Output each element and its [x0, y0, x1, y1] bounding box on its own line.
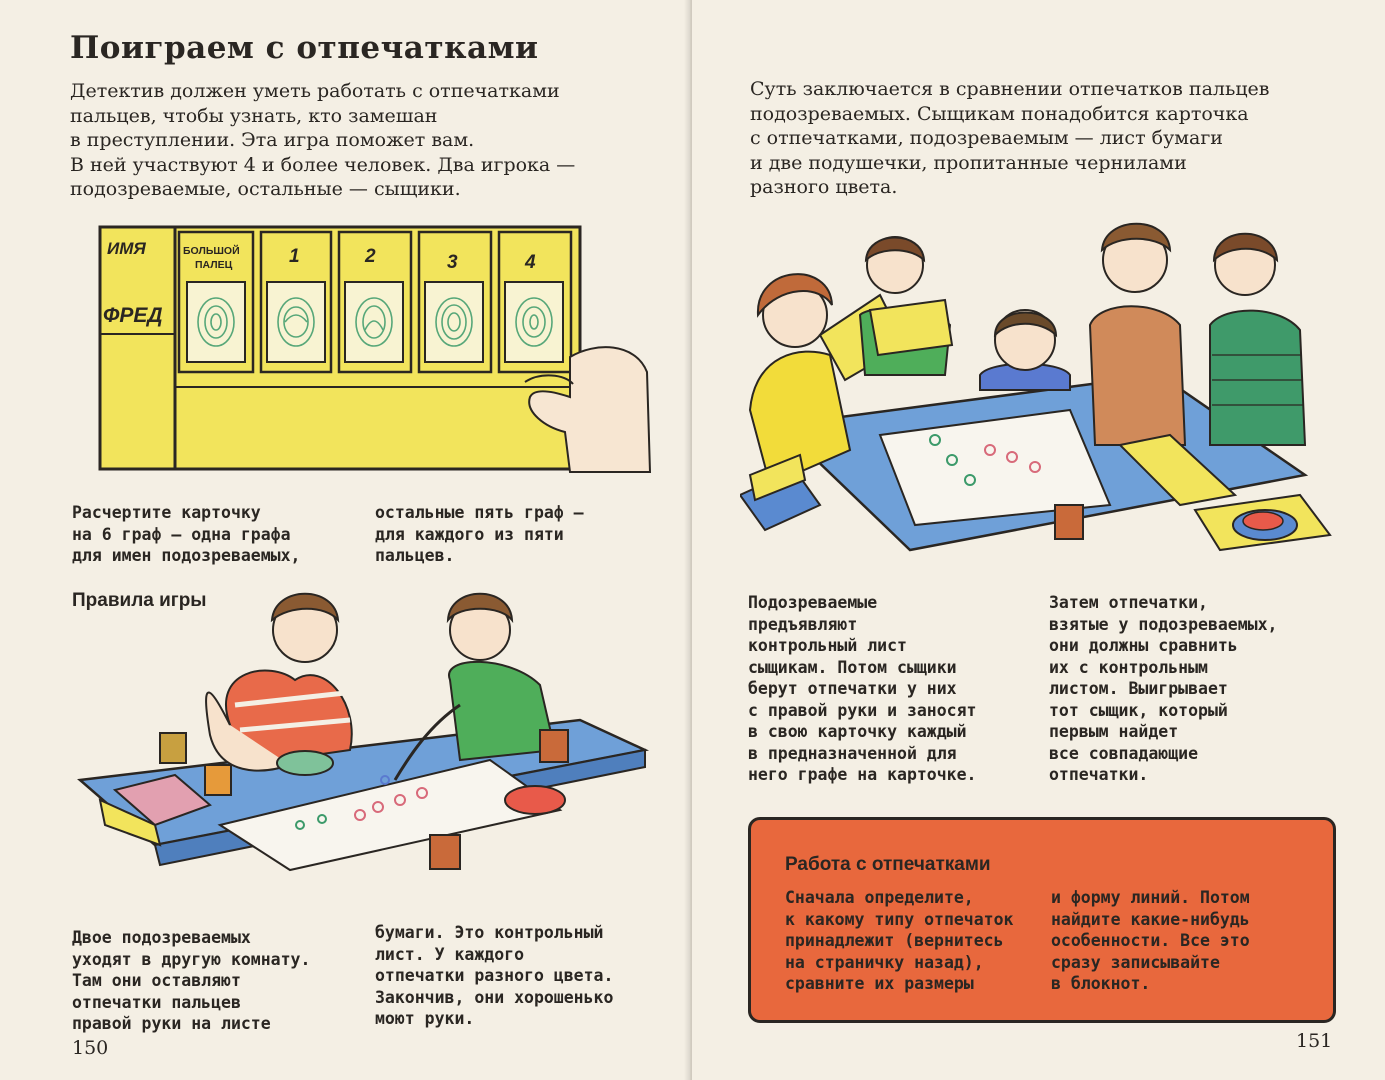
text-line: с правой руки и заносят [748, 700, 977, 720]
text-line: на страничку назад), [785, 952, 984, 972]
text-line: уходят в другую комнату. [72, 949, 311, 969]
caption-line: для имен подозреваемых, [72, 546, 301, 565]
mid-col2 [1049, 592, 1277, 786]
text-line: моют руки. [375, 1009, 475, 1028]
text-line: в блокнот. [1051, 974, 1151, 993]
card-finger-header: 1 [289, 246, 300, 267]
left-page [0, 0, 690, 1080]
caption-col2 [375, 502, 584, 567]
card-finger-header: 2 [365, 246, 376, 267]
intro-text [750, 77, 1269, 200]
bottom-col1 [72, 927, 310, 1035]
text-line: к какому типу отпечаток [785, 909, 1014, 929]
intro-line: Детектив должен уметь работать с отпечатками [70, 80, 560, 102]
text-line: предъявляют [748, 614, 858, 634]
text-line: отпечатки разного цвета. [375, 966, 614, 985]
text-line: листом. Выигрывает [1049, 679, 1228, 698]
text-line: отпечатки пальцев [72, 992, 241, 1012]
caption-col1 [72, 502, 300, 567]
intro-line: разного цвета. [750, 176, 898, 198]
intro-line: Суть заключается в сравнении отпечатков пальцев [750, 78, 1270, 100]
text-line: сыщикам. Потом сыщики [748, 657, 957, 677]
intro-line: подозреваемых. Сыщикам понадобится карточка [750, 102, 1249, 125]
info-box [748, 817, 1336, 1023]
intro-line: с отпечатками, подозреваемым — лист бумаги [750, 127, 1223, 149]
card-thumb-header: ПАЛЕЦ [195, 259, 233, 271]
text-line: взятые у подозреваемых, [1049, 614, 1278, 634]
text-line: Подозреваемые [748, 593, 878, 612]
text-line: Затем отпечатки, [1049, 593, 1208, 612]
card-name-header: ИМЯ [107, 239, 146, 258]
card-finger-header: 3 [447, 252, 458, 273]
text-line: сравните их размеры [785, 974, 974, 993]
intro-line: в преступлении. Эта игра поможет вам. [70, 129, 475, 151]
text-line: сразу записывайте [1051, 952, 1220, 972]
rules-heading: Правила игры [72, 590, 207, 611]
mid-col1 [748, 592, 976, 786]
text-line: правой руки на листе [72, 1014, 271, 1033]
text-line: тот сыщик, который [1049, 700, 1228, 720]
kids-at-table-illustration [60, 575, 670, 905]
info-box-col2 [1051, 887, 1250, 995]
text-line: отпечатки. [1049, 765, 1149, 784]
card-finger-header: 4 [525, 252, 536, 273]
page-number: 151 [1296, 1030, 1333, 1052]
text-line: него графе на карточке. [748, 765, 977, 784]
bottom-col2 [375, 922, 613, 1030]
caption-line: для каждого из пяти [375, 524, 564, 544]
text-line: особенности. Все это [1051, 931, 1250, 950]
text-line: Закончив, они хорошенько [375, 987, 614, 1007]
caption-line: пальцев. [375, 546, 455, 565]
info-box-heading: Работа с отпечатками [785, 854, 991, 875]
intro-line: пальцев, чтобы узнать, кто замешан [70, 104, 438, 127]
text-line: Сначала определите, [785, 888, 974, 907]
text-line: они должны сравнить [1049, 636, 1238, 655]
text-line: и форму линий. Потом [1051, 888, 1250, 907]
text-line: Двое подозреваемых [72, 928, 251, 947]
text-line: первым найдет [1049, 722, 1179, 741]
text-line: их с контрольным [1049, 657, 1208, 677]
caption-line: Расчертите карточку [72, 503, 261, 522]
fingerprint-card-illustration [95, 222, 655, 474]
info-box-col1 [785, 887, 1013, 995]
page-title: Поиграем с отпечатками [70, 30, 539, 66]
page-number: 150 [72, 1037, 109, 1059]
caption-line: на 6 граф — одна графа [72, 524, 291, 544]
card-row-name: ФРЕД [103, 304, 163, 327]
text-line: лист. У каждого [375, 944, 525, 964]
text-line: бумаги. Это контрольный [375, 923, 604, 942]
intro-text [70, 79, 575, 202]
text-line: в свою карточку каждый [748, 722, 967, 741]
intro-line: и две подушечки, пропитанные чернилами [750, 151, 1187, 174]
text-line: принадлежит (вернитесь [785, 931, 1004, 950]
group-at-table-illustration [740, 205, 1360, 565]
card-thumb-header: БОЛЬШОЙ [183, 245, 240, 257]
text-line: все совпадающие [1049, 743, 1199, 763]
text-line: Там они оставляют [72, 971, 241, 990]
intro-line: В ней участвуют 4 и более человек. Два игрока — [70, 153, 576, 176]
text-line: берут отпечатки у них [748, 679, 957, 698]
text-line: найдите какие-нибудь [1051, 909, 1250, 929]
intro-line: подозреваемые, остальные — сыщики. [70, 178, 461, 200]
text-line: в предназначенной для [748, 743, 957, 763]
caption-line: остальные пять граф — [375, 503, 584, 522]
text-line: контрольный лист [748, 636, 907, 655]
